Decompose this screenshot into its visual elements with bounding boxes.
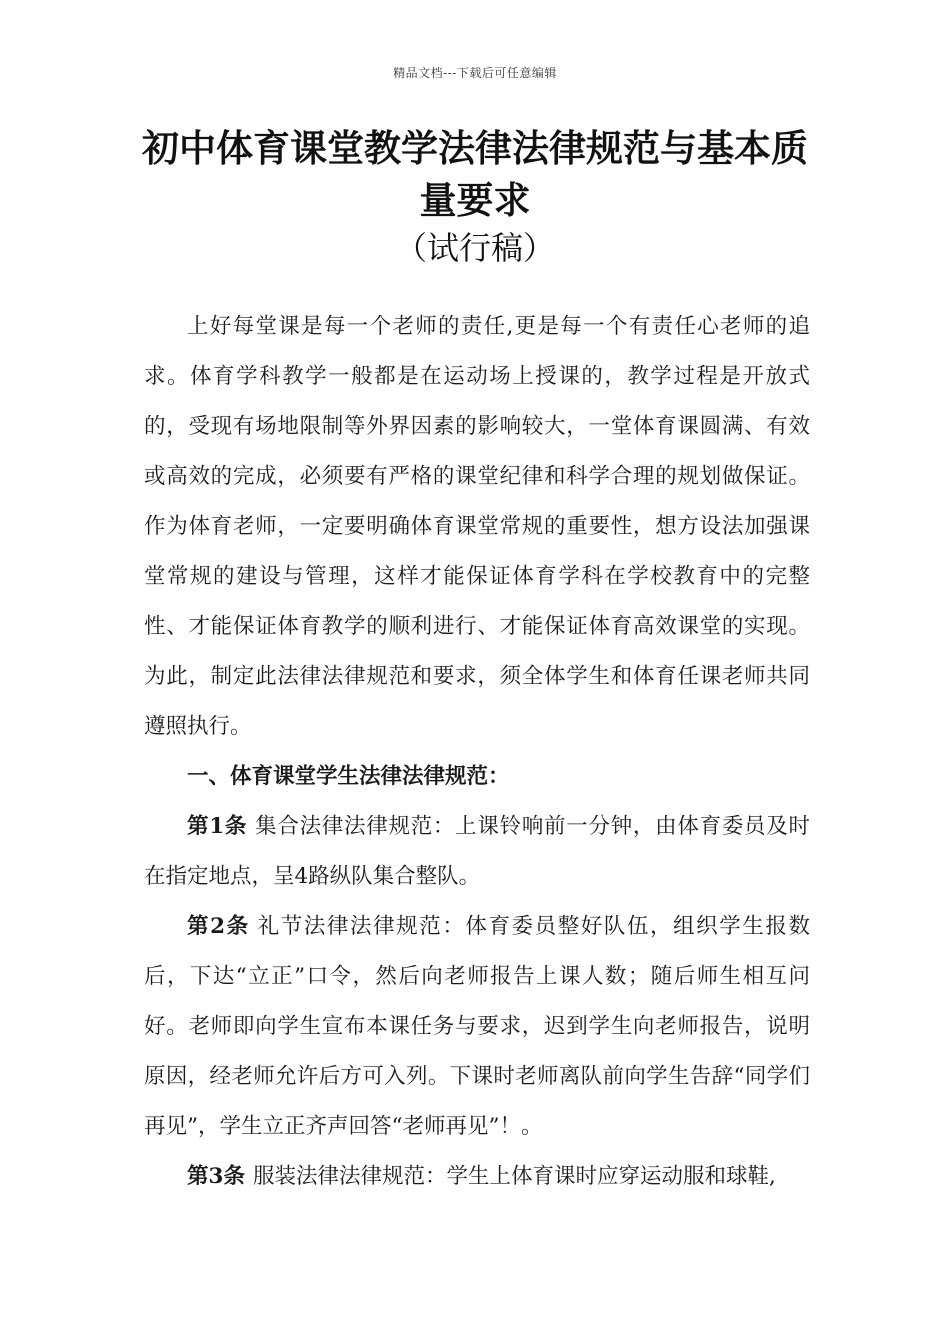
article-text: 集合法律法律规范：上课铃响前一分钟，由体育委员及时在指定地点，呈4路纵队集合整队。 — [144, 814, 810, 889]
title-line-2: 量要求 — [419, 178, 531, 222]
document-body — [144, 302, 810, 1202]
intro-paragraph: 上好每堂课是每一个老师的责任,更是每一个有责任心老师的追求。体育学科教学一般都是在运动场上授课的，教学过程是开放式的，受现有场地限制等外界因素的影响较大，一堂体育课圆满、有效或高效的完成，必须要有严格的课堂纪律和科学合理的规划做保证。作为体育老师，一定要明确体育课堂常规的重要性，想方设法加强课堂常规的建设与管理，这样才能保证体育学科在学校教育中的完整性、才能保证体育教学的顺利进行、才能保证体育高效课堂的实现。为此，制定此法律法律规范和要求，须全体学生和体育任课老师共同遵照执行。 — [144, 314, 810, 739]
article-number: 第2条 — [187, 914, 250, 939]
document-title — [100, 122, 850, 226]
header-watermark: 精品文档---下载后可任意编辑 — [393, 66, 557, 80]
article-text: 服装法律法律规范：学生上体育课时应穿运动服和球鞋, — [252, 1164, 776, 1189]
article-text: 礼节法律法律规范：体育委员整好队伍，组织学生报数后，下达“立正”口令，然后向老师报告上课人数；随后师生相互问好。老师即向学生宣布本课任务与要求，迟到学生向老师报告，说明原因，经老师允许后方可入列。下课时老师离队前向学生告辞“同学们再见”，学生立正齐声回答“老师再见”！。 — [144, 914, 810, 1139]
article-number: 第1条 — [187, 814, 248, 839]
title-line-1: 初中体育课堂教学法律法律规范与基本质 — [142, 126, 808, 170]
article-paragraph — [144, 1152, 810, 1202]
article-number: 第3条 — [187, 1164, 245, 1189]
article-paragraph — [144, 902, 810, 1152]
section-heading: 一、体育课堂学生法律法律规范： — [187, 764, 510, 789]
document-subtitle: （试行稿） — [394, 229, 555, 267]
article-paragraph — [144, 802, 810, 902]
